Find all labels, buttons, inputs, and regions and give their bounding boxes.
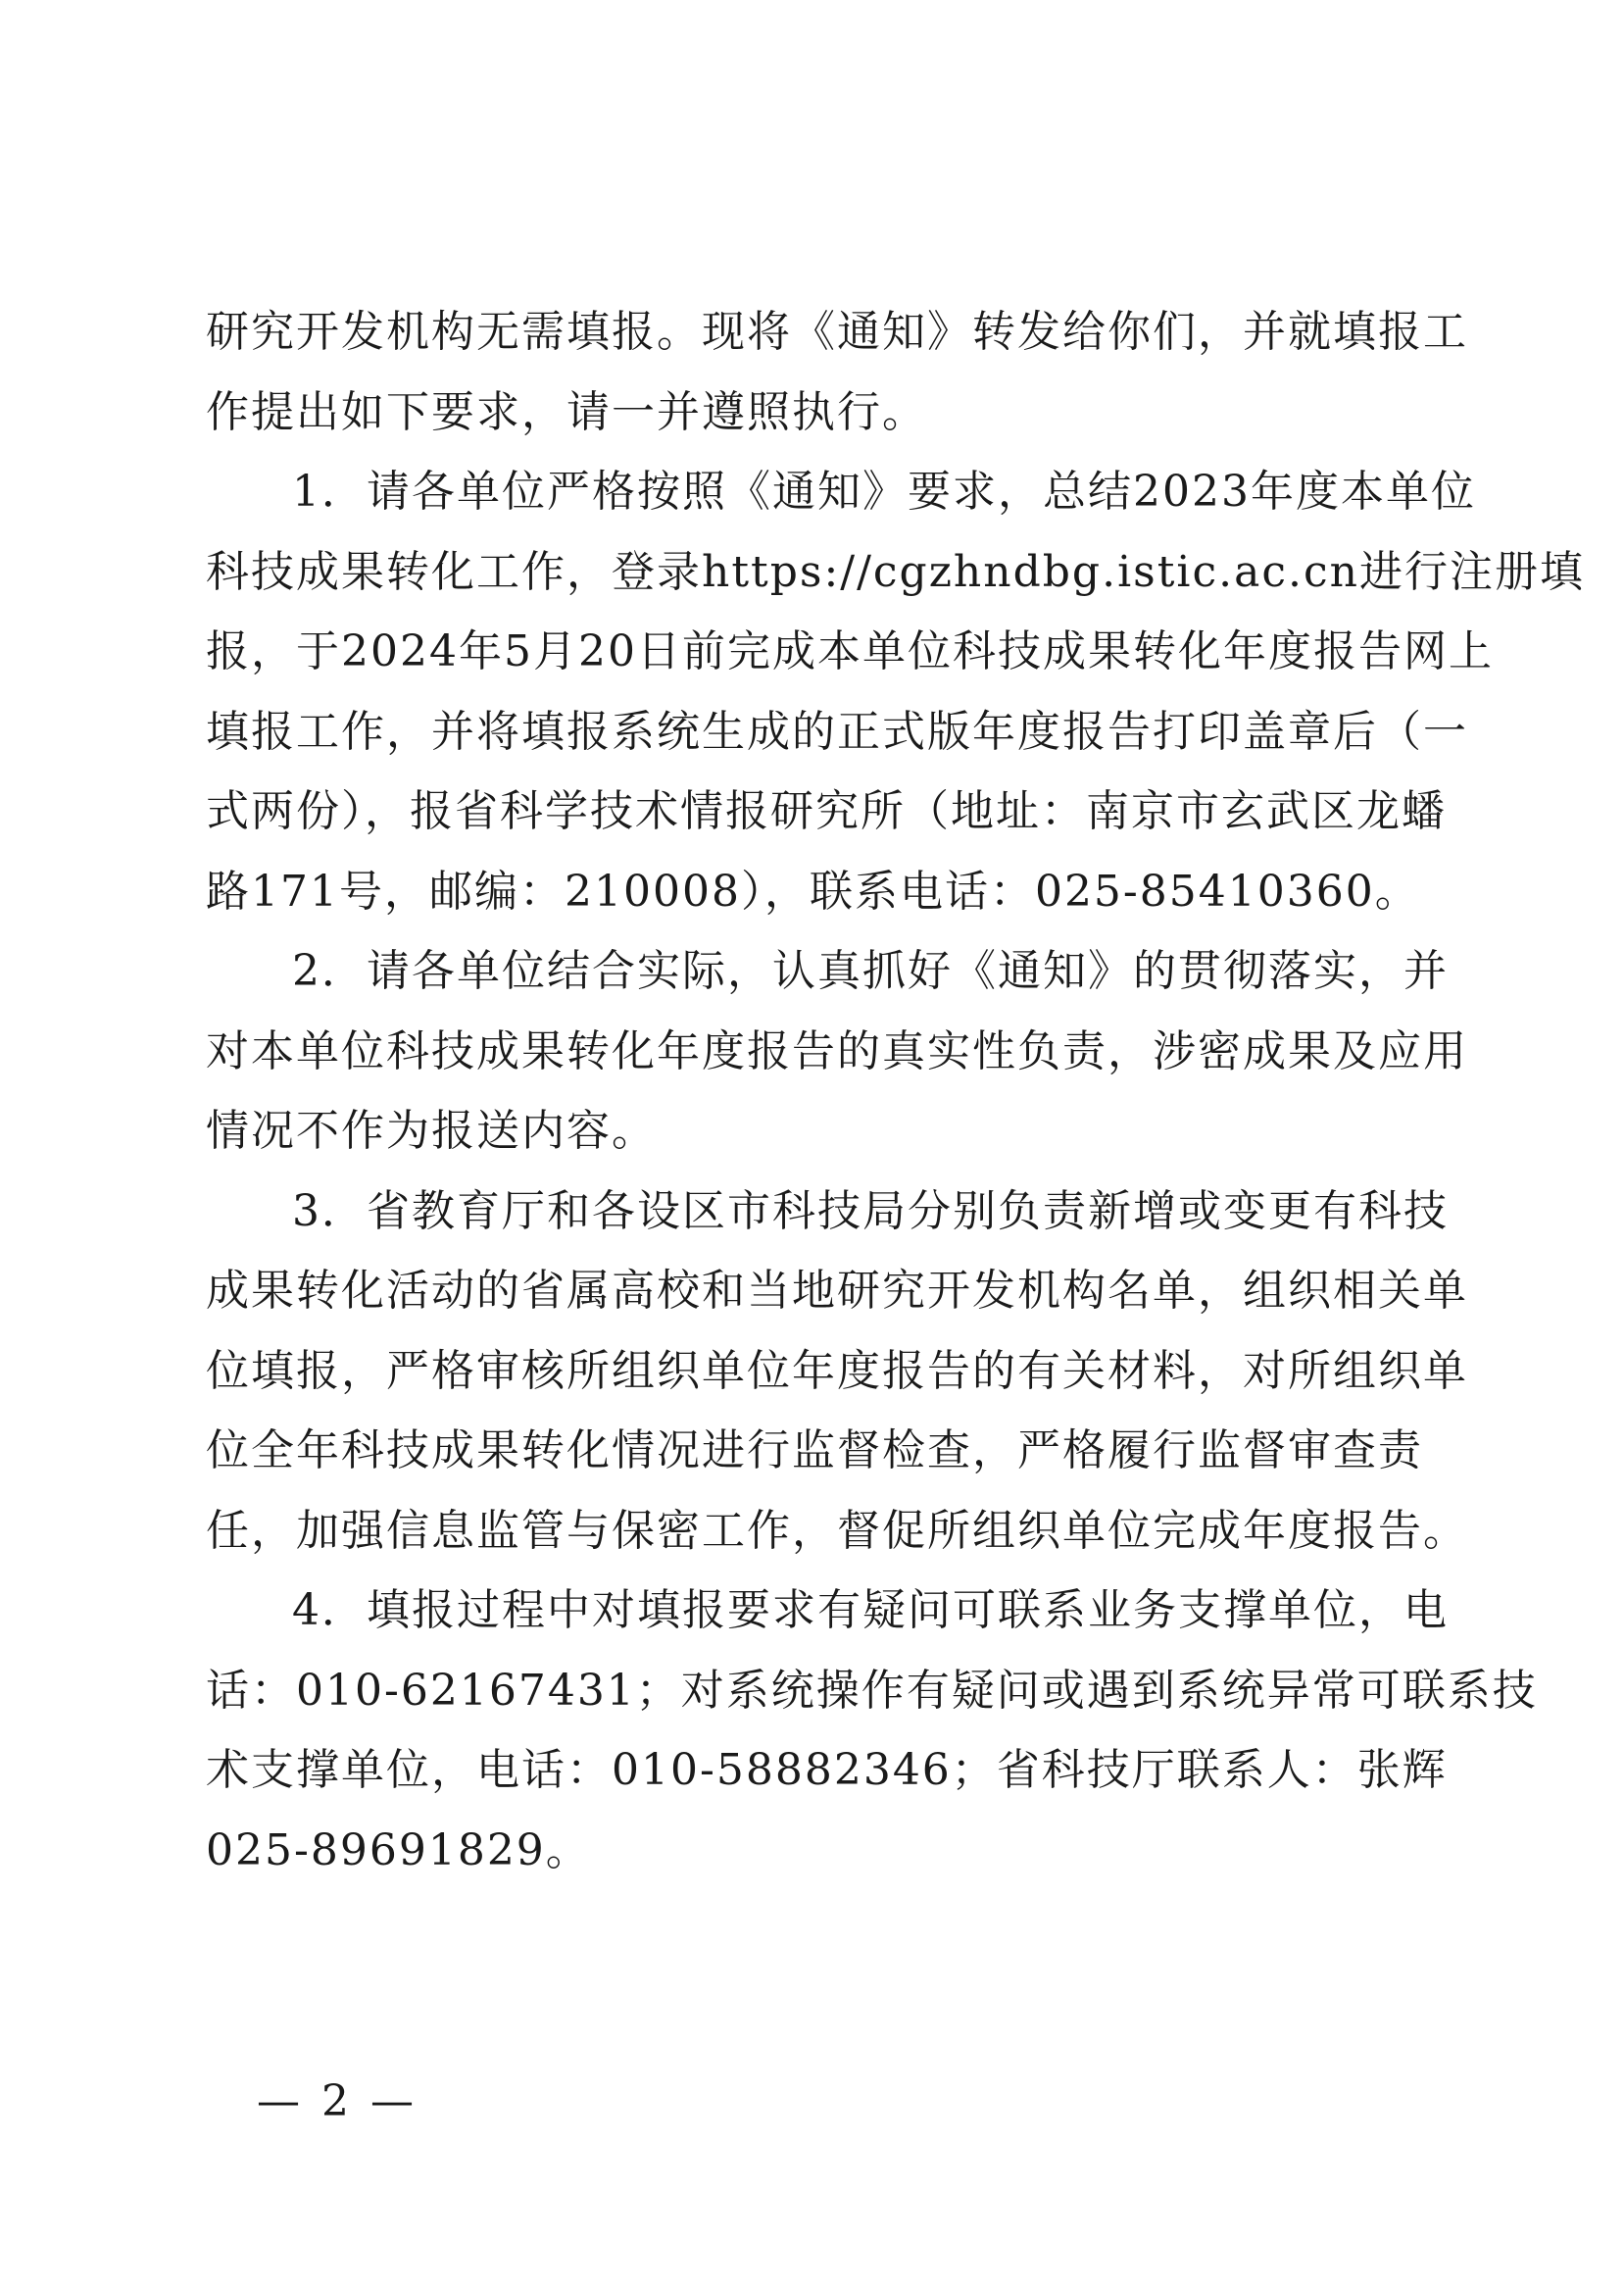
text-line: 作提出如下要求，请一并遵照执行。 (206, 386, 927, 437)
page-number: — 2 — (257, 2076, 418, 2126)
text-line: 025-89691829。 (206, 1824, 591, 1875)
text-line: 成果转化活动的省属高校和当地研究开发机构名单，组织相关单 (206, 1266, 1468, 1316)
text-line: 研究开发机构无需填报。现将《通知》转发给你们，并就填报工 (206, 307, 1468, 357)
text-line: 式两份），报省科学技术情报研究所（地址：南京市玄武区龙蟠 (206, 786, 1447, 836)
text-line: 1．请各单位严格按照《通知》要求，总结2023年度本单位 (292, 467, 1476, 517)
text-line: 4．填报过程中对填报要求有疑问可联系业务支撑单位，电 (292, 1585, 1449, 1635)
text-line: 3．省教育厅和各设区市科技局分别负责新增或变更有科技 (292, 1185, 1449, 1236)
text-line: 任，加强信息监管与保密工作，督促所组织单位完成年度报告。 (206, 1505, 1468, 1556)
text-line: 位填报，严格审核所组织单位年度报告的有关材料，对所组织单 (206, 1345, 1468, 1396)
text-line: 对本单位科技成果转化年度报告的真实性负责，涉密成果及应用 (206, 1025, 1468, 1076)
text-line: 报，于2024年5月20日前完成本单位科技成果转化年度报告网上 (206, 626, 1494, 676)
text-line: 情况不作为报送内容。 (206, 1106, 657, 1156)
text-line: 位全年科技成果转化情况进行监督检查，严格履行监督审查责 (206, 1425, 1423, 1475)
text-line: 科技成果转化工作，登录https://cgzhndbg.istic.ac.cn进行注册填 (206, 546, 1585, 597)
text-line: 术支撑单位，电话：010-58882346；省科技厅联系人：张辉 (206, 1745, 1448, 1795)
text-line: 路171号，邮编：210008），联系电话：025-85410360。 (206, 866, 1420, 917)
text-line: 填报工作，并将填报系统生成的正式版年度报告打印盖章后（一 (206, 706, 1468, 757)
text-line: 2．请各单位结合实际，认真抓好《通知》的贯彻落实，并 (292, 946, 1449, 996)
text-line: 话：010-62167431；对系统操作有疑问或遇到系统异常可联系技 (206, 1665, 1538, 1716)
body-text (206, 292, 1585, 1890)
